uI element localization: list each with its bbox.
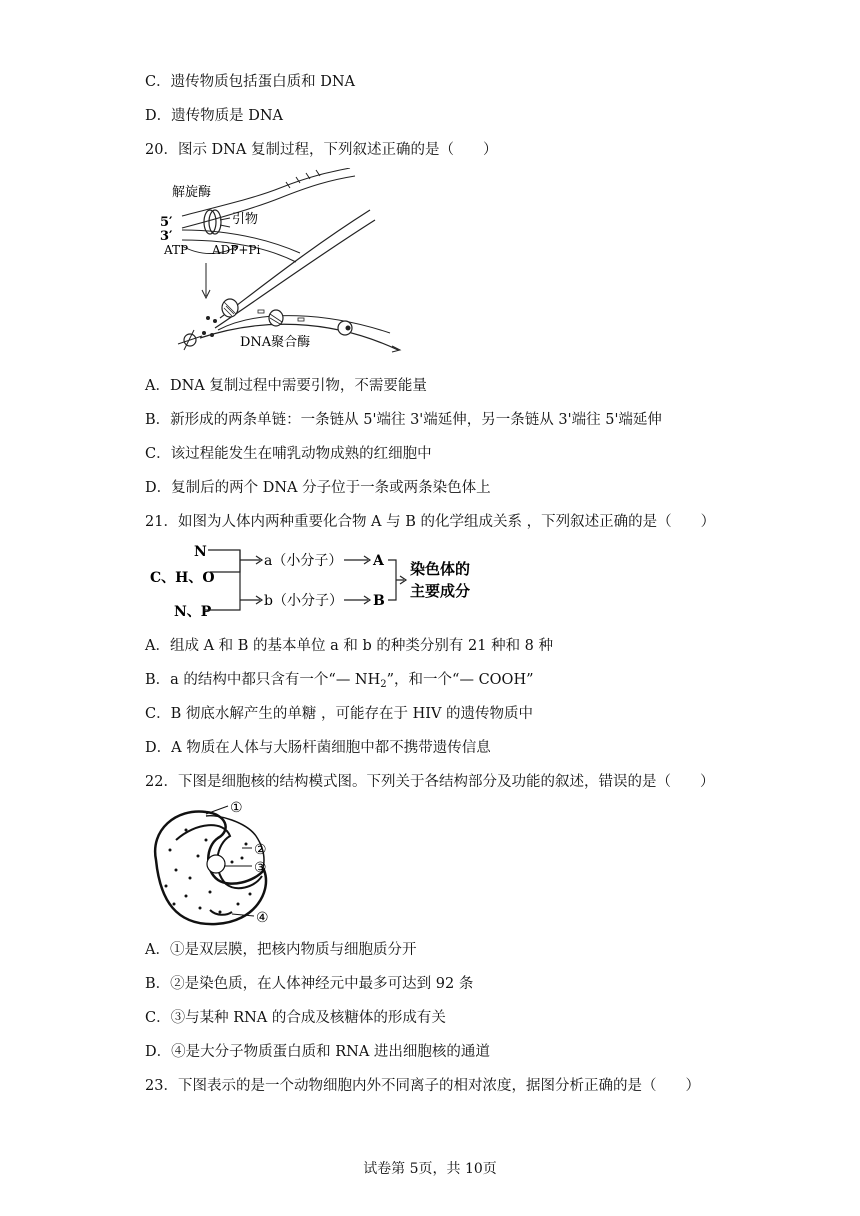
question-23: 23．下图表示的是一个动物细胞内外不同离子的相对浓度，据图分析正确的是（ ）	[145, 1078, 700, 1094]
composition-diagram	[148, 538, 508, 628]
label-1: ①	[230, 800, 243, 816]
compound-a-label: A	[373, 553, 384, 569]
option-d-q20: D．复制后的两个 DNA 分子位于一条或两条染色体上	[145, 480, 491, 496]
three-prime-label: 3′	[160, 229, 173, 244]
option-c-q21: C．B 彻底水解产生的单糖 ，可能存在于 HIV 的遗传物质中	[145, 706, 534, 722]
helicase-label: 解旋酶	[172, 185, 212, 200]
atp-label: ATP	[164, 243, 189, 257]
option-c-q19: C．遗传物质包括蛋白质和 DNA	[145, 74, 355, 90]
option-b-q21-post: ”，和一个“— COOH”	[386, 672, 534, 688]
option-d-q22: D．④是大分子物质蛋白质和 RNA 进出细胞核的通道	[145, 1044, 490, 1060]
dna-replication-figure	[160, 168, 420, 358]
option-a-q22: A．①是双层膜，把核内物质与细胞质分开	[145, 942, 417, 958]
option-b-q21-subscript: 2	[380, 679, 387, 690]
primer-label: 引物	[232, 212, 259, 227]
page-footer: 试卷第 5页，共 10页	[363, 1161, 497, 1177]
adp-label: ADP+Pi	[212, 243, 261, 257]
element-np-label: N、P	[174, 604, 212, 620]
small-molecule-b-label: b（小分子）	[264, 593, 343, 609]
question-21: 21．如图为人体内两种重要化合物 A 与 B 的化学组成关系 ，下列叙述正确的是（ ）	[145, 514, 716, 530]
label-2: ②	[254, 842, 267, 858]
option-d-q19: D．遗传物质是 DNA	[145, 108, 284, 124]
nucleus-figure	[146, 800, 306, 930]
element-n-label: N	[194, 544, 207, 560]
option-d-q21: D．A 物质在人体与大肠杆菌细胞中都不携带遗传信息	[145, 740, 491, 756]
dna-polymerase-label: DNA聚合酶	[240, 335, 311, 350]
question-20: 20．图示 DNA 复制过程，下列叙述正确的是（ ）	[145, 142, 498, 158]
option-c-q20: C．该过程能发生在哺乳动物成熟的红细胞中	[145, 446, 432, 462]
element-cho-label: C、H、O	[150, 570, 215, 586]
small-molecule-a-label: a（小分子）	[264, 553, 343, 569]
compound-b-label: B	[373, 593, 385, 609]
option-b-q22: B．②是染色质，在人体神经元中最多可达到 92 条	[145, 976, 474, 992]
option-a-q21: A．组成 A 和 B 的基本单位 a 和 b 的种类分别有 21 种和 8 种	[145, 638, 554, 654]
option-a-q20: A．DNA 复制过程中需要引物，不需要能量	[145, 378, 427, 394]
chromosome-label-line2: 主要成分	[410, 582, 471, 600]
option-b-q21	[145, 670, 534, 695]
label-4: ④	[256, 910, 269, 926]
question-22: 22．下图是细胞核的结构模式图。下列关于各结构部分及功能的叙述，错误的是（ ）	[145, 774, 715, 790]
chromosome-label-line1: 染色体的	[410, 560, 471, 578]
option-b-q20: B．新形成的两条单链：一条链从 5'端往 3'端延伸，另一条链从 3'端往 5'端延伸	[145, 412, 662, 428]
option-b-q21-pre: B．a 的结构中都只含有一个“— NH	[145, 672, 381, 688]
five-prime-label: 5′	[160, 215, 173, 230]
label-3: ③	[254, 860, 267, 876]
option-c-q22: C．③与某种 RNA 的合成及核糖体的形成有关	[145, 1010, 446, 1026]
